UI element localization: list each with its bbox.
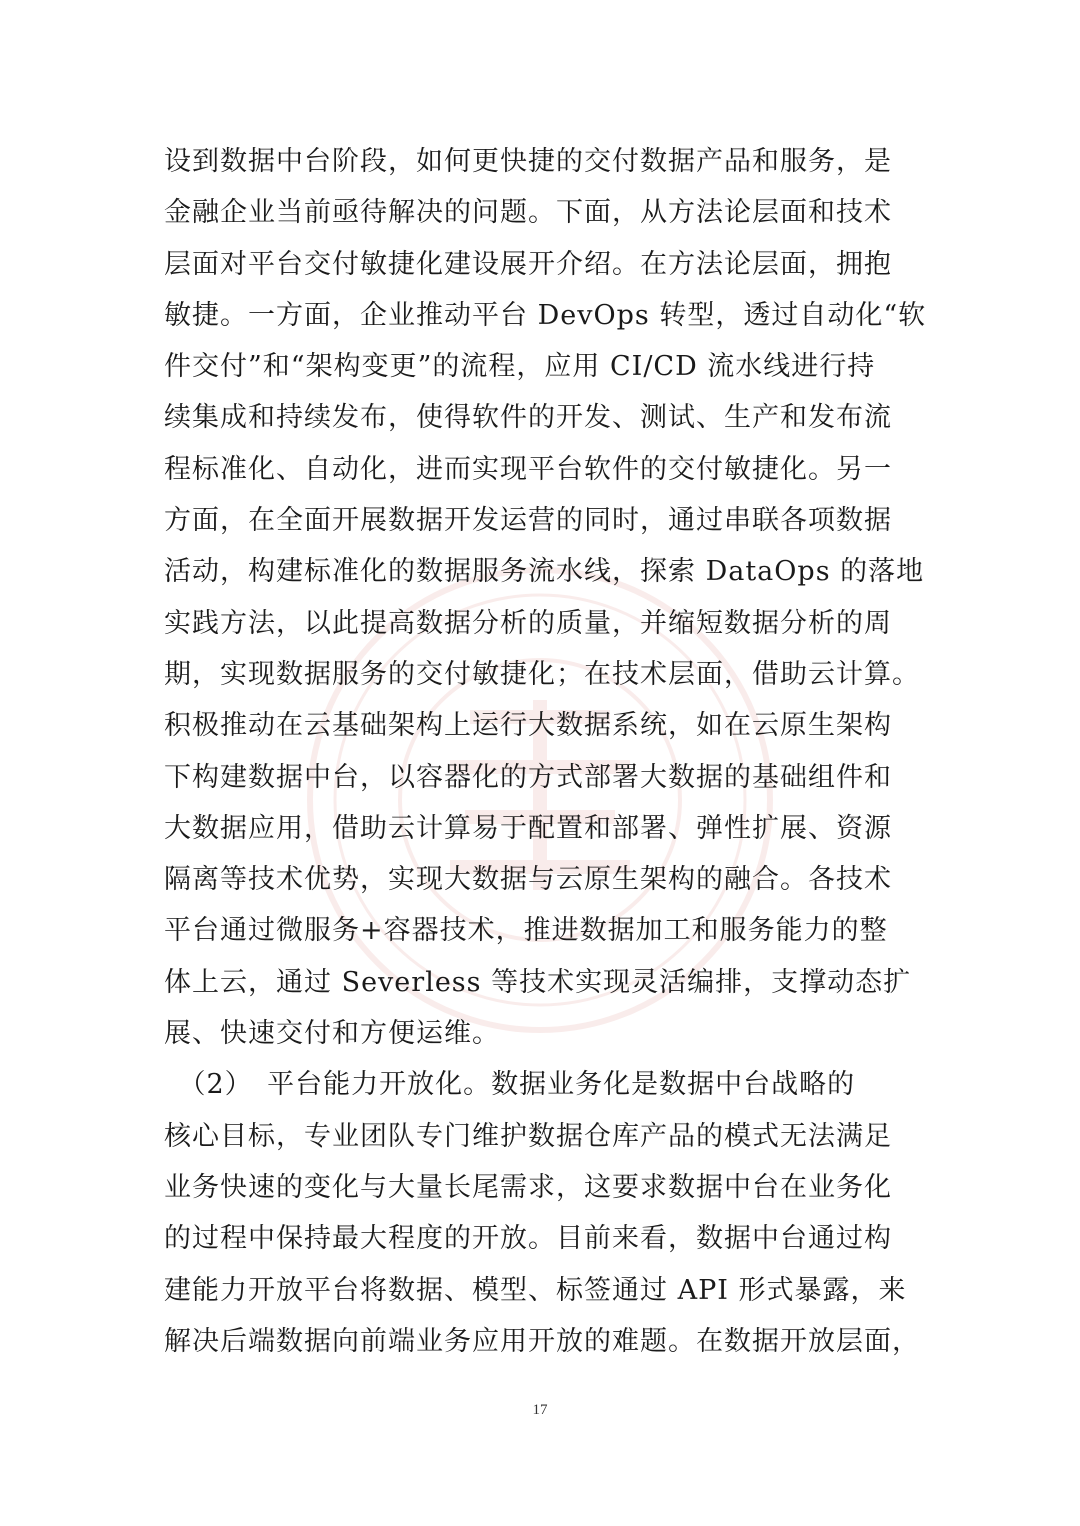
body-text	[164, 136, 927, 1367]
text-line: 续集成和持续发布，使得软件的开发、测试、生产和发布流	[164, 402, 892, 434]
text-line: 期，实现数据服务的交付敏捷化；在技术层面，借助云计算。	[164, 658, 920, 690]
text-line: 层面对平台交付敏捷化建设展开介绍。在方法论层面，拥抱	[164, 248, 892, 280]
text-line: 设到数据中台阶段，如何更快捷的交付数据产品和服务，是	[164, 146, 892, 177]
text-line: 金融企业当前亟待解决的问题。下面，从方法论层面和技术	[164, 197, 892, 229]
text-line: 敏捷。一方面，企业推动平台 DevOps 转型，透过自动化“软	[164, 299, 927, 331]
text-line: 平台通过微服务+容器技术，推进数据加工和服务能力的整	[164, 915, 888, 947]
text-line: 解决后端数据向前端业务应用开放的难题。在数据开放层面，	[164, 1325, 920, 1357]
text-line: 展、快速交付和方便运维。	[164, 1018, 500, 1050]
text-line: 隔离等技术优势，实现大数据与云原生架构的融合。各技术	[164, 864, 892, 896]
page-number: 17	[532, 1402, 548, 1418]
text-line: 大数据应用，借助云计算易于配置和部署、弹性扩展、资源	[164, 812, 892, 844]
text-line: 程标准化、自动化，进而实现平台软件的交付敏捷化。另一	[164, 453, 892, 485]
text-line: 建能力开放平台将数据、模型、标签通过 API 形式暴露，来	[164, 1274, 907, 1306]
text-line: 体上云，通过 Severless 等技术实现灵活编排，支撑动态扩	[164, 966, 912, 998]
text-line: 方面，在全面开展数据开发运营的同时，通过串联各项数据	[164, 505, 892, 537]
text-line: 业务快速的变化与大量长尾需求，这要求数据中台在业务化	[164, 1171, 892, 1203]
text-line: 核心目标，专业团队专门维护数据仓库产品的模式无法满足	[164, 1120, 892, 1152]
text-line: 的过程中保持最大程度的开放。目前来看，数据中台通过构	[164, 1223, 892, 1255]
text-line: 积极推动在云基础架构上运行大数据系统，如在云原生架构	[164, 710, 892, 742]
text-line: 下构建数据中台，以容器化的方式部署大数据的基础组件和	[164, 761, 892, 793]
section-heading-line: （2） 平台能力开放化。数据业务化是数据中台战略的	[164, 1069, 856, 1101]
text-line: 活动，构建标准化的数据服务流水线，探索 DataOps 的落地	[164, 556, 925, 588]
text-line: 件交付”和“架构变更”的流程，应用 CI/CD 流水线进行持	[164, 351, 876, 383]
text-line: 实践方法，以此提高数据分析的质量，并缩短数据分析的周	[164, 607, 892, 639]
